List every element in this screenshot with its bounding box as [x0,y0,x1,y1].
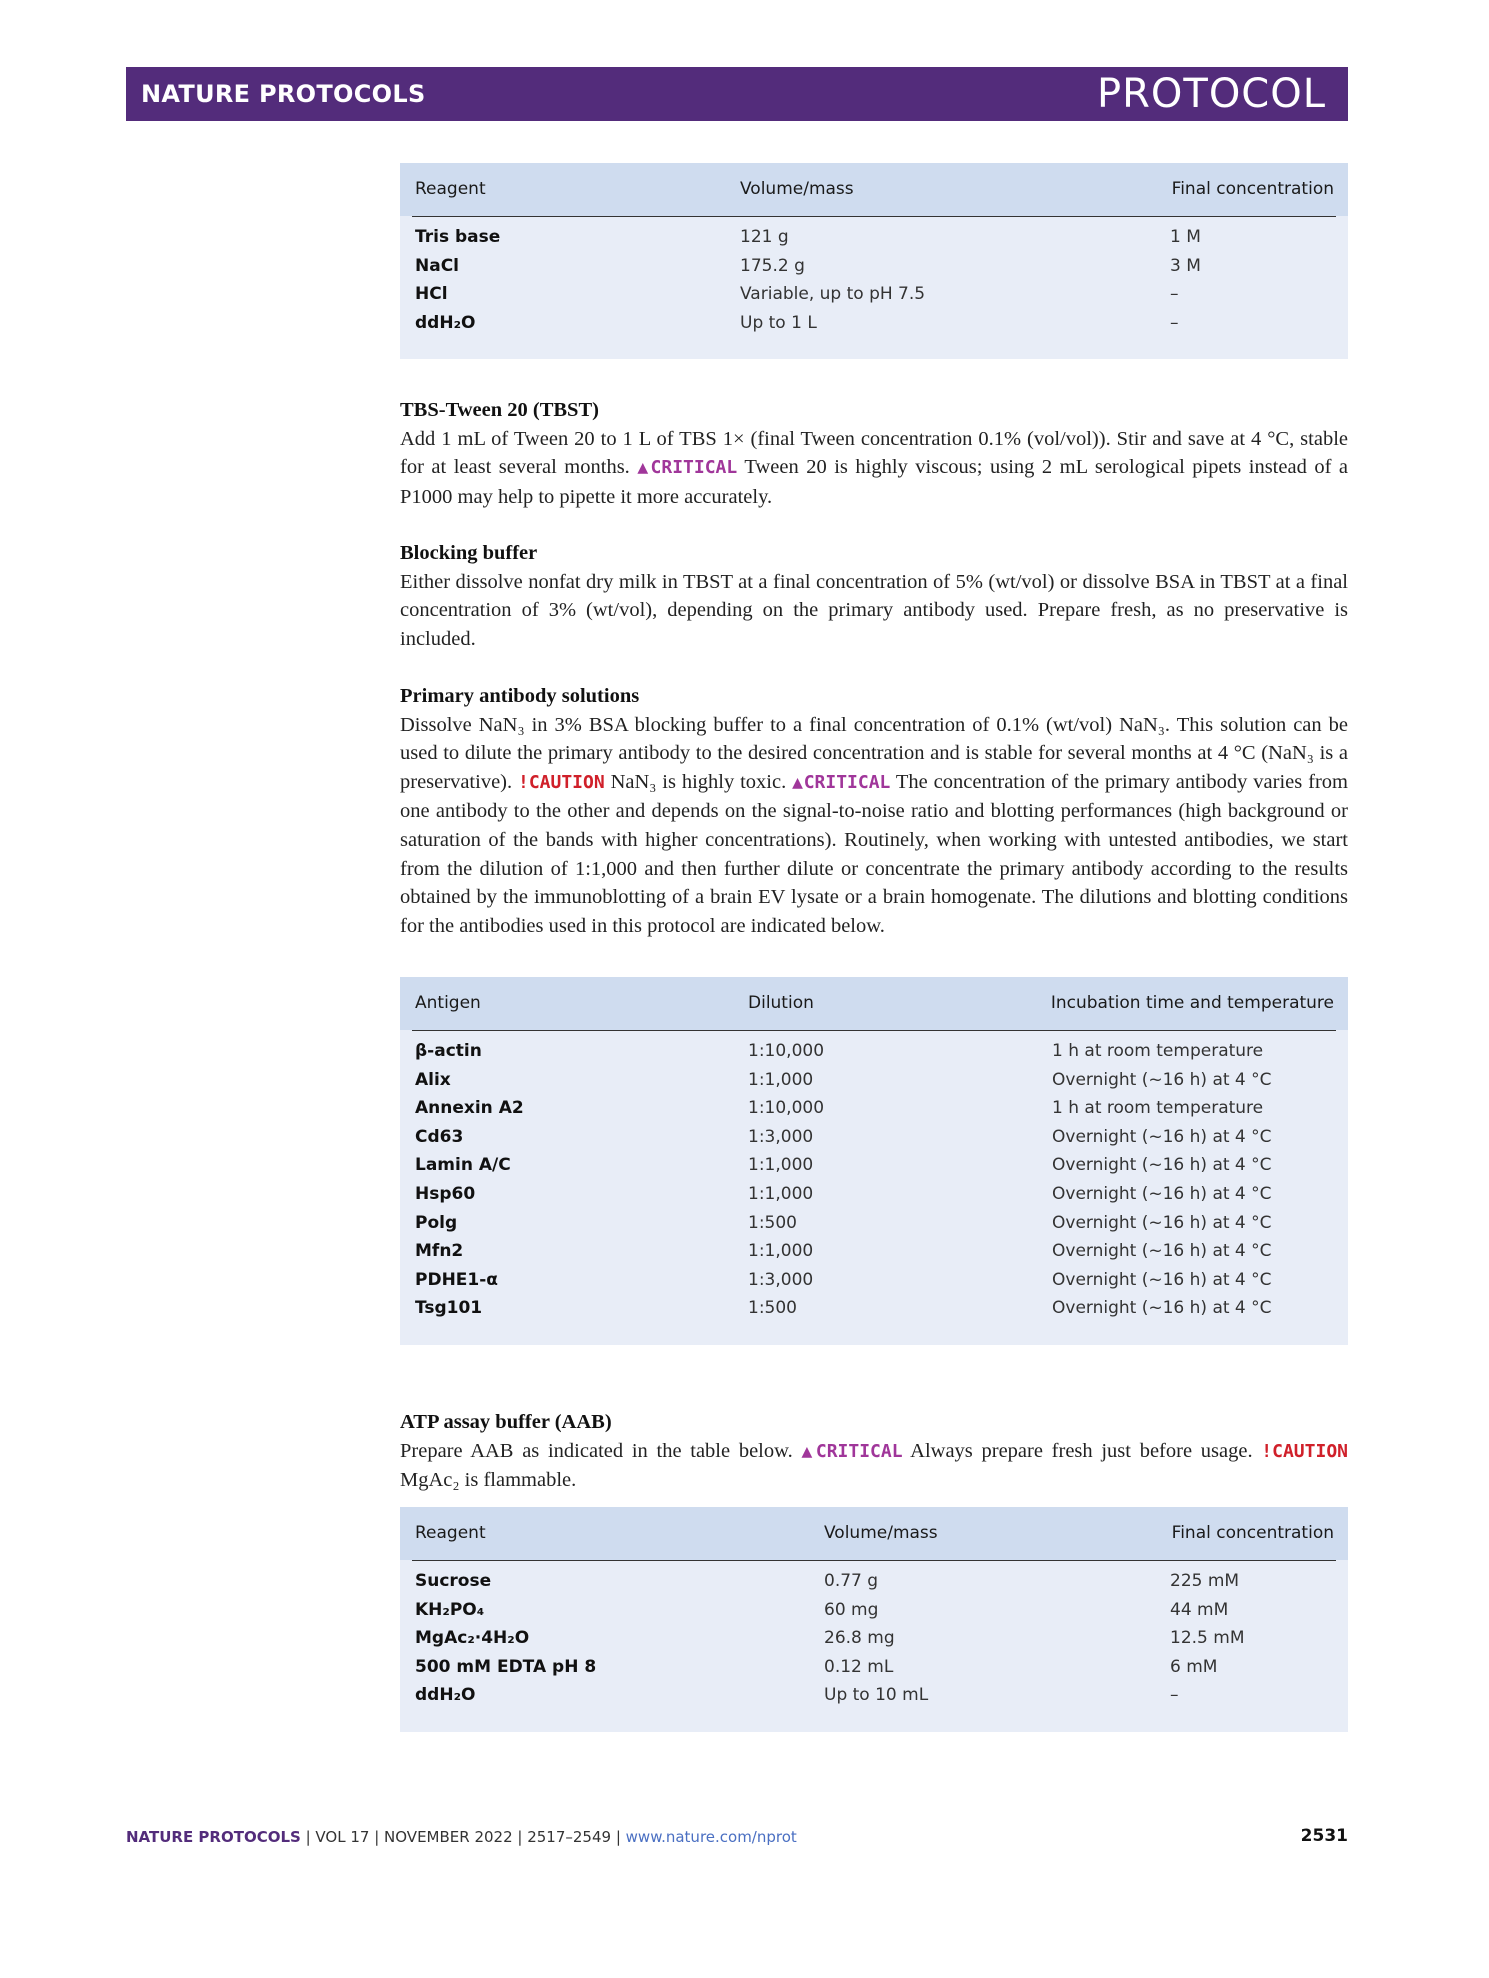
table-cell: 0.77 g [824,1571,879,1591]
caution-label: !CAUTION [1261,1440,1348,1462]
table-header [400,977,1348,1030]
table-cell: Variable, up to pH 7.5 [740,284,926,305]
table-row [400,1180,1348,1209]
table-cell: MgAc₂·4H₂O [415,1628,530,1649]
critical-label: ▲CRITICAL [801,1440,903,1462]
table-row [400,1037,1348,1066]
table-cell: ddH₂O [415,312,476,333]
table-row [400,1066,1348,1095]
column-header: Reagent [415,1523,486,1543]
table-row [400,1151,1348,1180]
table-body [400,1030,1348,1323]
table-cell: Overnight (~16 h) at 4 °C [1052,1298,1272,1319]
table-cell: Overnight (~16 h) at 4 °C [1052,1183,1272,1204]
table-cell: 175.2 g [740,255,805,276]
table-cell: Up to 10 mL [824,1685,929,1706]
table-cell: 1:1,000 [748,1183,814,1204]
article-type: PROTOCOL [1096,71,1326,117]
text-run: Prepare AAB as indicated in the table below. [400,1439,802,1462]
section-title: TBS-Tween 20 (TBST) [400,399,599,421]
column-header: Incubation time and temperature [1050,993,1334,1013]
critical-label: ▲CRITICAL [637,457,738,479]
table-body [400,216,1348,337]
table-row [400,1094,1348,1123]
table-cell: Overnight (~16 h) at 4 °C [1052,1212,1272,1233]
table-cell: – [1170,312,1179,333]
column-header: Reagent [415,179,486,199]
column-header: Final concentration [1171,1523,1334,1543]
table-cell: 3 M [1170,255,1201,276]
table-row [400,1123,1348,1152]
column-header: Volume/mass [740,179,854,199]
table-row [400,252,1348,281]
table-row [400,1596,1348,1625]
table-cell: Alix [415,1069,451,1090]
table-cell: Cd63 [415,1126,464,1147]
header-rule [412,1030,1336,1031]
table-cell: 1:10,000 [748,1041,825,1061]
table-cell: Mfn2 [415,1241,464,1262]
text-run: NaN₃ is highly toxic. [604,770,793,793]
column-header: Dilution [748,993,814,1013]
table-cell: Overnight (~16 h) at 4 °C [1052,1069,1272,1090]
section-title: Primary antibody solutions [400,685,640,707]
table-cell: 0.12 mL [824,1656,894,1677]
caution-label: !CAUTION [518,771,605,793]
section-text [400,425,1348,512]
text-run: The concentration of the primary antibody varies from one antibody to the other and depends on the signal-to-noise ratio and blotting performances (high background or saturation of the bands with higher concentrations). Routinely, when working with untested antibodies, we start from the dilution of 1:1,000 and then further dilute or concentrate the primary antibody according to the results obtained by the immunoblotting of a brain EV lysate or a brain homogenate. The dilutions and blotting conditions for the antibodies used in this protocol are indicated below. [400,770,1348,937]
text-run: MgAc₂ is flammable. [400,1469,577,1492]
table-cell: NaCl [415,255,460,276]
text-run: Add 1 mL of Tween 20 to 1 L of TBS 1× (final Tween concentration 0.1% (vol/vol)). Stir and save at 4 °C, stable for at least several months. [400,427,1348,479]
table-cell: 1:1,000 [748,1069,814,1090]
table-cell: 1:500 [748,1212,797,1233]
table-row [400,1624,1348,1653]
table-header [400,1507,1348,1560]
table-cell: 1 h at room temperature [1052,1098,1264,1119]
table-cell: Annexin A2 [415,1098,524,1119]
section-text [400,1437,1348,1495]
text-run: Tween 20 is highly viscous; using 2 mL serological pipets instead of a P1000 may help to pipette it more accurately. [400,456,1348,508]
aab-table [400,1507,1348,1732]
table-row [400,223,1348,252]
primary-section [400,682,1348,940]
table-cell: HCl [415,284,448,305]
header-rule [412,216,1336,217]
table-row [400,1237,1348,1266]
tbst-section [400,396,1348,511]
column-header: Volume/mass [824,1523,938,1543]
section-title: ATP assay buffer (AAB) [400,1411,612,1433]
table-body [400,1560,1348,1710]
table-cell: 1:3,000 [748,1269,814,1290]
column-header: Final concentration [1171,179,1334,199]
table-cell: ddH₂O [415,1685,476,1706]
antibody-table [400,977,1348,1345]
tbs-table [400,163,1348,359]
footer-details: | VOL 17 | NOVEMBER 2022 | 2517–2549 | [300,1828,626,1846]
table-row [400,280,1348,309]
section-text: Either dissolve nonfat dry milk in TBST at a final concentration of 5% (wt/vol) or dissolve BSA in TBST at a final concentration of 3% (wt/vol), depending on the primary antibody used. Prepare fresh, as no preservative is included. [400,570,1348,650]
table-cell: Overnight (~16 h) at 4 °C [1052,1126,1272,1147]
table-cell: 6 mM [1170,1656,1218,1677]
blocking-section [400,539,1348,653]
table-header [400,163,1348,216]
atp-section [400,1408,1348,1495]
table-row [400,1567,1348,1596]
table-cell: 44 mM [1170,1599,1229,1620]
table-cell: 225 mM [1170,1571,1240,1591]
table-cell: 12.5 mM [1170,1628,1245,1649]
table-cell: 1 h at room temperature [1052,1041,1264,1061]
table-cell: β-actin [415,1041,482,1061]
column-header: Antigen [415,993,481,1013]
table-cell: Overnight (~16 h) at 4 °C [1052,1155,1272,1176]
table-cell: 1:10,000 [748,1098,825,1119]
table-cell: 1:1,000 [748,1155,814,1176]
section-title: Blocking buffer [400,542,538,564]
section-text [400,711,1348,941]
table-cell: Overnight (~16 h) at 4 °C [1052,1269,1272,1290]
footer-journal: NATURE PROTOCOLS [126,1828,301,1846]
table-row [400,1653,1348,1682]
table-cell: Polg [415,1212,458,1233]
table-row [400,1681,1348,1710]
table-cell: Lamin A/C [415,1155,511,1176]
table-cell: Hsp60 [415,1183,476,1204]
header-banner [126,67,1348,121]
table-cell: 1:3,000 [748,1126,814,1147]
text-run: Dissolve NaN₃ in 3% BSA blocking buffer to a final concentration of 0.1% (wt/vol) NaN₃. This solution can be used to dilute the primary antibody to the desired concentration and is stable for several months at 4 °C (NaN₃ is a preservative). [400,713,1348,793]
table-cell: Sucrose [415,1571,492,1591]
header-rule [412,1560,1336,1561]
table-cell: PDHE1-α [415,1269,498,1290]
table-cell: Tris base [415,227,501,247]
footer-url[interactable]: www.nature.com/nprot [625,1828,797,1846]
table-cell: 500 mM EDTA pH 8 [415,1656,597,1677]
table-cell: Up to 1 L [740,312,817,333]
table-cell: – [1170,1685,1179,1706]
journal-name: NATURE PROTOCOLS [141,80,426,108]
page-number: 2531 [1300,1826,1348,1846]
table-cell: 1:1,000 [748,1241,814,1262]
table-row [400,1294,1348,1323]
table-cell: Overnight (~16 h) at 4 °C [1052,1241,1272,1262]
text-run: Always prepare fresh just before usage. [902,1439,1262,1462]
table-cell: 1 M [1170,227,1201,247]
table-row [400,1209,1348,1238]
table-cell: Tsg101 [415,1298,483,1319]
page-footer [126,1828,797,1846]
table-cell: 60 mg [824,1599,879,1620]
table-row [400,1266,1348,1295]
table-cell: 1:500 [748,1298,797,1319]
table-cell: 121 g [740,227,789,247]
table-cell: 26.8 mg [824,1628,895,1649]
table-row [400,309,1348,338]
table-cell: – [1170,284,1179,305]
critical-label: ▲CRITICAL [792,771,891,793]
table-cell: KH₂PO₄ [415,1599,485,1620]
